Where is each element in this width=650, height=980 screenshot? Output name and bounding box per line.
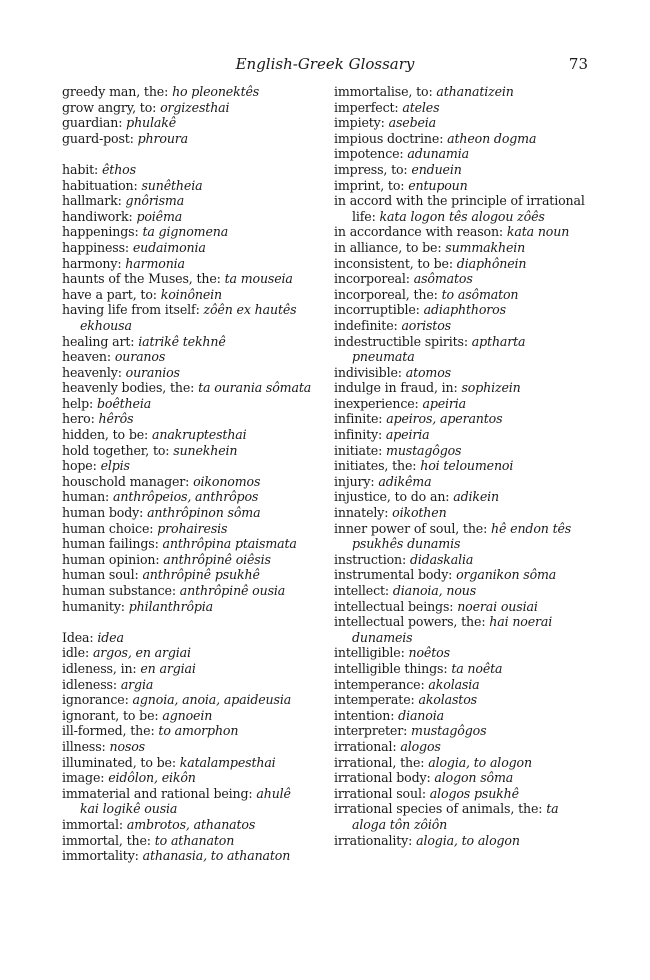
entry-term: intemperate: <box>334 692 415 708</box>
entry-greek: gnôrisma <box>125 193 185 209</box>
entry-term: hope: <box>62 458 97 474</box>
entry-greek: êthos <box>101 161 136 177</box>
entry-greek: anthrôpinê ousia <box>179 583 286 598</box>
entry-greek: oikonomos <box>193 473 261 489</box>
entry-term: illness: <box>62 738 106 754</box>
glossary-entry <box>334 427 590 443</box>
entry-greek: adiaphthoros <box>423 302 506 318</box>
entry-greek: mustagôgos <box>386 442 462 458</box>
entry-greek: koinônein <box>160 286 223 302</box>
glossary-entry <box>334 645 590 661</box>
entry-greek: to amorphon <box>158 723 239 739</box>
glossary-entry <box>334 396 590 412</box>
entry-greek: iatrikê tekhnê <box>138 333 226 349</box>
glossary-entry <box>334 178 590 194</box>
glossary-entry <box>334 489 590 505</box>
glossary-entry <box>62 224 312 240</box>
entry-greek: akolasia <box>428 676 480 692</box>
entry-greek: agnoia, anoia, apaideusia <box>132 692 292 708</box>
entry-greek: kata logon tês alogou zôês <box>379 208 545 224</box>
glossary-entry <box>334 380 590 396</box>
entry-greek: harmonia <box>125 255 185 271</box>
entry-term: intention: <box>334 707 395 723</box>
entry-greek: alogia, to alogon <box>428 754 532 770</box>
entry-term: habituation: <box>62 177 138 193</box>
entry-term: happiness: <box>62 239 130 255</box>
entry-greek: anthrôpina ptaismata <box>162 536 297 552</box>
entry-term: infinity: <box>334 427 383 443</box>
entry-term: ignorant, to be: <box>62 707 159 723</box>
entry-greek: katalampesthai <box>179 754 276 770</box>
entry-term: initiate: <box>334 442 383 458</box>
entry-term: initiates, the: <box>334 458 417 474</box>
glossary-entry <box>62 505 312 521</box>
entry-greek: phulakê <box>126 115 177 131</box>
glossary-entry <box>334 334 590 365</box>
running-title: English-Greek Glossary <box>235 55 415 73</box>
entry-greek: ta noêta <box>451 660 503 676</box>
entry-term: hold together, to: <box>62 442 170 458</box>
entry-greek: phroura <box>137 130 189 146</box>
page-number: 73 <box>568 55 588 73</box>
glossary-entry <box>62 334 312 350</box>
entry-term: in accordance with reason: <box>334 224 504 240</box>
entry-term: help: <box>62 395 94 411</box>
entry-greek: didaskalia <box>409 551 474 567</box>
entry-term: ignorance: <box>62 692 129 708</box>
entry-greek: athanasia, to athanaton <box>142 848 291 864</box>
entry-greek: ho pleonektês <box>172 84 260 99</box>
glossary-entry <box>334 162 590 178</box>
glossary-entry <box>334 614 590 645</box>
entry-term: indefinite: <box>334 317 398 333</box>
entry-greek: orgizesthai <box>160 99 230 115</box>
glossary-entry <box>334 739 590 755</box>
entry-term: image: <box>62 770 105 786</box>
entry-term: indestructible spirits: <box>334 333 468 349</box>
glossary-entry <box>62 739 312 755</box>
entry-greek: asômatos <box>413 271 473 287</box>
entry-greek: alogos <box>400 738 441 754</box>
entry-greek: ambrotos, athanatos <box>126 816 256 832</box>
glossary-entry <box>334 708 590 724</box>
glossary-entry <box>334 599 590 615</box>
glossary-entry <box>62 677 312 693</box>
entry-greek: summakhein <box>445 239 526 255</box>
entry-term: human substance: <box>62 583 176 598</box>
glossary-entry <box>62 552 312 568</box>
glossary-right-column <box>334 84 590 848</box>
glossary-entry <box>334 131 590 147</box>
glossary-entry <box>62 692 312 708</box>
section-gap <box>62 614 312 630</box>
entry-term: Idea: <box>62 629 94 645</box>
entry-greek: ta gignomena <box>142 224 229 240</box>
glossary-entry <box>62 833 312 849</box>
entry-term: imprint, to: <box>334 177 405 193</box>
entry-greek: to asômaton <box>441 286 519 302</box>
entry-term: human body: <box>62 505 144 521</box>
entry-greek: prohairesis <box>157 520 228 536</box>
entry-greek: anakruptesthai <box>152 427 247 443</box>
entry-greek: entupoun <box>408 177 468 193</box>
glossary-entry <box>62 411 312 427</box>
entry-greek: dianoia, nous <box>392 583 477 598</box>
entry-term: healing art: <box>62 333 135 349</box>
entry-greek: adikein <box>453 489 500 505</box>
entry-term: harmony: <box>62 255 122 271</box>
entry-term: habit: <box>62 161 99 177</box>
entry-greek: hai noerai dunameis <box>352 614 553 645</box>
glossary-entry <box>334 365 590 381</box>
entry-greek: hoi teloumenoi <box>420 458 514 474</box>
glossary-entry <box>62 271 312 287</box>
entry-term: intellectual powers, the: <box>334 614 486 630</box>
entry-greek: anthrôpinê psukhê <box>142 567 260 583</box>
glossary-entry <box>334 458 590 474</box>
entry-greek: aptharta pneumata <box>352 333 526 365</box>
glossary-entry <box>334 661 590 677</box>
glossary-entry <box>334 443 590 459</box>
entry-term: immortal: <box>62 816 124 832</box>
entry-greek: zôên ex hautês ekhousa <box>80 302 297 333</box>
entry-term: heavenly bodies, the: <box>62 380 195 396</box>
glossary-entry <box>62 178 312 194</box>
entry-greek: ta mouseia <box>224 271 293 287</box>
glossary-entry <box>334 287 590 303</box>
glossary-entry <box>62 599 312 615</box>
entry-greek: noêtos <box>408 645 450 661</box>
entry-term: hero: <box>62 411 95 427</box>
entry-greek: aoristos <box>401 317 451 333</box>
glossary-entry <box>62 661 312 677</box>
entry-term: intellect: <box>334 583 390 598</box>
entry-term: in accord with the principle of irrational life: <box>334 193 585 224</box>
entry-greek: hêrôs <box>98 411 134 427</box>
entry-greek: asebeia <box>388 115 437 131</box>
glossary-entry <box>334 115 590 131</box>
entry-term: in alliance, to be: <box>334 239 442 255</box>
glossary-entry <box>62 427 312 443</box>
glossary-entry <box>62 193 312 209</box>
entry-greek: athanatizein <box>436 84 514 99</box>
entry-term: irrational species of animals, the: <box>334 801 543 817</box>
entry-greek: apeiros, aperantos <box>386 411 503 427</box>
glossary-entry <box>62 458 312 474</box>
entry-term: injustice, to do an: <box>334 489 450 505</box>
glossary-entry <box>62 162 312 178</box>
entry-greek: ahulê kai logikê ousia <box>80 785 291 817</box>
entry-greek: alogos psukhê <box>429 785 519 801</box>
entry-term: inexperience: <box>334 395 419 411</box>
entry-term: human opinion: <box>62 551 160 567</box>
entry-term: irrational, the: <box>334 754 425 770</box>
glossary-entry <box>334 692 590 708</box>
entry-term: illuminated, to be: <box>62 754 176 770</box>
entry-term: hidden, to be: <box>62 427 149 443</box>
glossary-entry <box>62 365 312 381</box>
glossary-entry <box>334 552 590 568</box>
entry-term: impiety: <box>334 115 385 131</box>
entry-term: impious doctrine: <box>334 130 444 146</box>
entry-term: immaterial and rational being: <box>62 785 253 801</box>
glossary-entry <box>62 256 312 272</box>
entry-term: greedy man, the: <box>62 84 169 99</box>
glossary-entry <box>334 411 590 427</box>
entry-term: human soul: <box>62 567 139 583</box>
entry-greek: nosos <box>109 738 145 754</box>
entry-greek: atheon dogma <box>447 130 537 146</box>
entry-greek: idea <box>97 629 124 645</box>
glossary-entry <box>334 801 590 832</box>
glossary-entry <box>62 521 312 537</box>
glossary-entry <box>62 755 312 771</box>
glossary-entry <box>62 84 312 100</box>
glossary-entry <box>334 193 590 224</box>
glossary-entry <box>334 583 590 599</box>
entry-greek: anthrôpinon sôma <box>147 505 261 521</box>
glossary-entry <box>62 209 312 225</box>
entry-greek: argos, en argiai <box>92 645 191 661</box>
entry-term: handiwork: <box>62 208 133 224</box>
entry-term: guardian: <box>62 115 123 131</box>
glossary-entry <box>62 287 312 303</box>
entry-term: interpreter: <box>334 723 408 739</box>
entry-term: intellectual beings: <box>334 598 454 614</box>
glossary-entry <box>334 84 590 100</box>
glossary-entry <box>334 318 590 334</box>
entry-term: houschold manager: <box>62 473 190 489</box>
section-gap <box>62 146 312 162</box>
entry-term: humanity: <box>62 598 125 614</box>
entry-term: hallmark: <box>62 193 122 209</box>
entry-greek: poiêma <box>136 208 183 224</box>
glossary-entry <box>62 100 312 116</box>
entry-term: incorruptible: <box>334 302 420 318</box>
entry-greek: alogia, to alogon <box>416 832 520 848</box>
glossary-entry <box>334 100 590 116</box>
entry-greek: diaphônein <box>456 255 527 271</box>
entry-greek: to athanaton <box>154 832 235 848</box>
entry-term: impotence: <box>334 146 404 162</box>
glossary-entry <box>62 786 312 817</box>
entry-term: guard-post: <box>62 130 134 146</box>
page-header <box>62 55 588 75</box>
entry-term: happenings: <box>62 224 139 240</box>
glossary-entry <box>334 474 590 490</box>
entry-greek: ta aloga tôn zôiôn <box>352 801 559 832</box>
glossary-entry <box>334 786 590 802</box>
glossary-entry <box>62 349 312 365</box>
entry-term: haunts of the Muses, the: <box>62 271 221 287</box>
glossary-entry <box>62 396 312 412</box>
glossary-entry <box>334 302 590 318</box>
glossary-entry <box>62 443 312 459</box>
entry-greek: elpis <box>100 458 130 474</box>
entry-greek: anthrôpinê oiêsis <box>163 551 271 567</box>
entry-term: imperfect: <box>334 99 399 115</box>
glossary-entry <box>62 474 312 490</box>
entry-term: inner power of soul, the: <box>334 520 488 536</box>
entry-term: idleness: <box>62 676 117 692</box>
glossary-entry <box>334 505 590 521</box>
entry-greek: enduein <box>411 161 462 177</box>
entry-greek: noerai ousiai <box>457 598 538 614</box>
entry-greek: anthrôpeios, anthrôpos <box>113 489 259 505</box>
entry-greek: akolastos <box>418 692 477 708</box>
entry-greek: agnoein <box>162 707 213 723</box>
glossary-entry <box>334 723 590 739</box>
entry-term: grow angry, to: <box>62 99 157 115</box>
glossary-entry <box>334 770 590 786</box>
entry-term: heavenly: <box>62 364 122 380</box>
entry-greek: ouranios <box>125 364 180 380</box>
entry-term: human failings: <box>62 536 159 552</box>
glossary-entry <box>62 489 312 505</box>
glossary-entry <box>62 770 312 786</box>
entry-term: irrationality: <box>334 832 413 848</box>
entry-greek: argia <box>120 676 154 692</box>
glossary-entry <box>62 115 312 131</box>
glossary-entry <box>334 677 590 693</box>
entry-greek: ta ourania sômata <box>198 380 312 396</box>
glossary-entry <box>334 240 590 256</box>
glossary-entry <box>62 708 312 724</box>
entry-greek: sunekhein <box>173 442 238 458</box>
entry-term: having life from itself: <box>62 302 200 318</box>
entry-greek: atomos <box>405 364 451 380</box>
glossary-entry <box>62 302 312 333</box>
glossary-entry <box>62 645 312 661</box>
entry-greek: sunêtheia <box>141 177 203 193</box>
entry-term: human choice: <box>62 520 154 536</box>
entry-term: incorporeal: <box>334 271 410 287</box>
entry-greek: eidôlon, eikôn <box>108 770 196 786</box>
glossary-entry <box>334 224 590 240</box>
entry-term: indulge in fraud, in: <box>334 380 458 396</box>
entry-term: instrumental body: <box>334 567 453 583</box>
entry-term: irrational: <box>334 738 397 754</box>
glossary-entry <box>62 380 312 396</box>
glossary-entry <box>334 755 590 771</box>
entry-term: intelligible: <box>334 645 405 661</box>
entry-greek: mustagôgos <box>411 723 487 739</box>
glossary-left-column <box>62 84 312 864</box>
glossary-entry <box>334 567 590 583</box>
entry-term: heaven: <box>62 349 111 365</box>
glossary-entry <box>62 583 312 599</box>
entry-term: incorporeal, the: <box>334 286 438 302</box>
entry-term: indivisible: <box>334 364 402 380</box>
glossary-entry <box>62 567 312 583</box>
entry-term: immortal, the: <box>62 832 151 848</box>
entry-greek: en argiai <box>140 660 196 676</box>
entry-term: immortality: <box>62 848 139 864</box>
entry-term: intelligible things: <box>334 660 448 676</box>
entry-greek: hê endon tês psukhês dunamis <box>352 520 572 552</box>
entry-term: injury: <box>334 473 375 489</box>
entry-term: ill-formed, the: <box>62 723 155 739</box>
glossary-entry <box>334 521 590 552</box>
glossary-entry <box>62 131 312 147</box>
glossary-entry <box>62 536 312 552</box>
entry-greek: organikon sôma <box>456 567 557 583</box>
glossary-entry <box>334 833 590 849</box>
entry-greek: apeiria <box>422 395 467 411</box>
entry-term: human: <box>62 489 110 505</box>
entry-greek: philanthrôpia <box>128 598 214 614</box>
entry-greek: alogon sôma <box>434 770 514 786</box>
glossary-entry <box>334 271 590 287</box>
entry-greek: boêtheia <box>97 395 152 411</box>
entry-term: idle: <box>62 645 90 661</box>
glossary-entry <box>62 240 312 256</box>
glossary-entry <box>334 146 590 162</box>
entry-greek: sophizein <box>461 380 521 396</box>
glossary-entry <box>334 256 590 272</box>
entry-term: inconsistent, to be: <box>334 255 453 271</box>
glossary-entry <box>62 817 312 833</box>
entry-greek: dianoia <box>398 707 444 723</box>
entry-term: impress, to: <box>334 161 408 177</box>
entry-greek: adunamia <box>407 146 469 162</box>
entry-term: innately: <box>334 505 389 521</box>
entry-term: immortalise, to: <box>334 84 433 99</box>
entry-term: irrational body: <box>334 770 431 786</box>
entry-term: idleness, in: <box>62 660 137 676</box>
entry-greek: oikothen <box>392 505 447 521</box>
entry-greek: ouranos <box>114 349 166 365</box>
entry-term: irrational soul: <box>334 785 426 801</box>
glossary-entry <box>62 630 312 646</box>
entry-term: infinite: <box>334 411 383 427</box>
entry-greek: kata noun <box>506 224 570 240</box>
entry-greek: apeiria <box>385 427 430 443</box>
entry-greek: adikêma <box>378 473 432 489</box>
entry-greek: eudaimonia <box>132 239 206 255</box>
entry-greek: ateles <box>402 99 440 115</box>
entry-term: instruction: <box>334 551 407 567</box>
glossary-entry <box>62 723 312 739</box>
entry-term: intemperance: <box>334 676 425 692</box>
entry-term: have a part, to: <box>62 286 157 302</box>
glossary-entry <box>62 848 312 864</box>
